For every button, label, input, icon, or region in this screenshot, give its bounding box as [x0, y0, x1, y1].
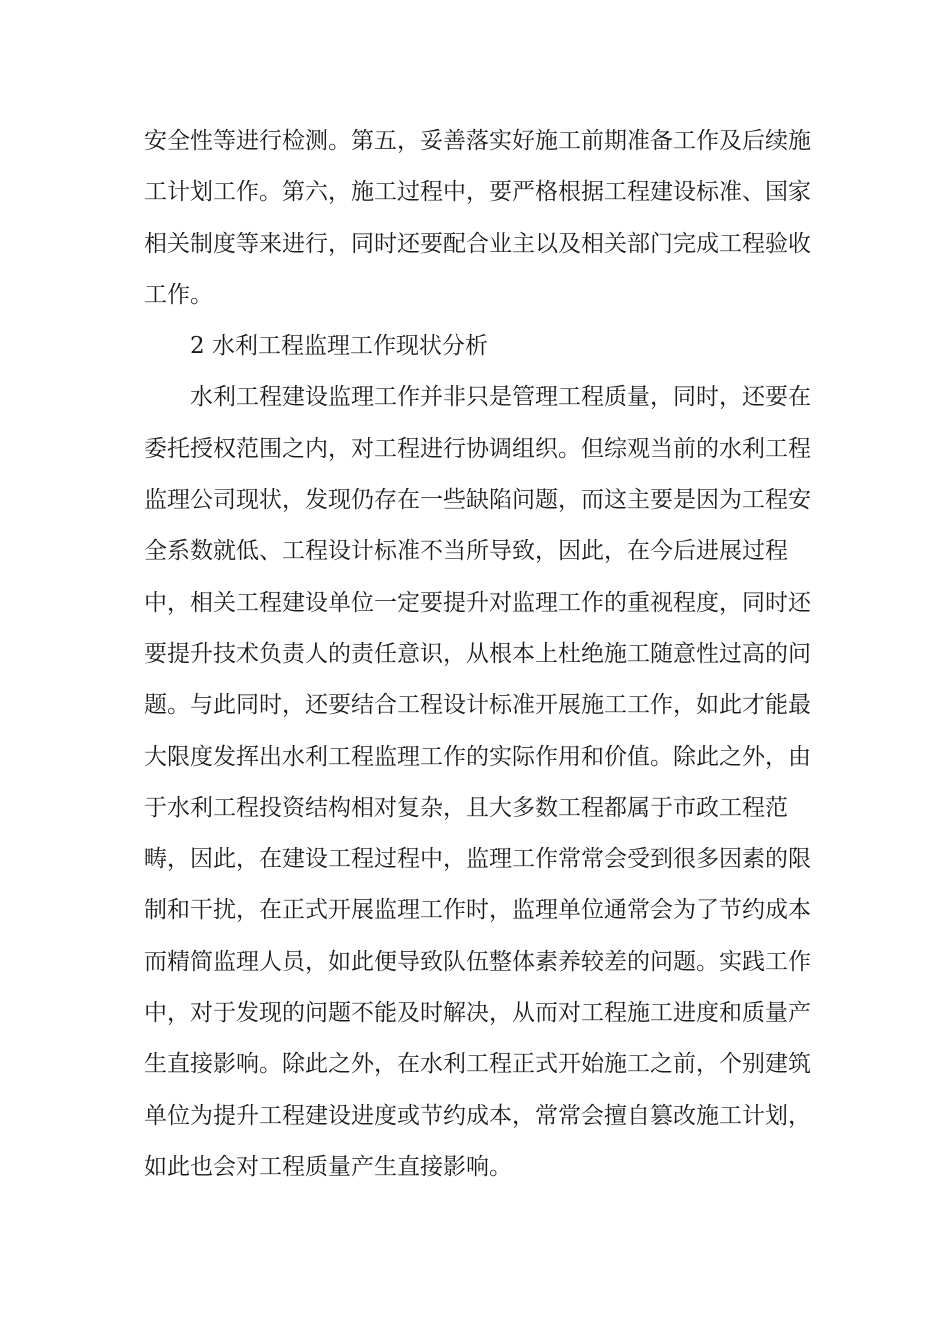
text-line: 全系数就低、工程设计标准不当所导致，因此，在今后进展过程 — [144, 538, 788, 565]
text-line: 相关制度等来进行，同时还要配合业主以及相关部门完成工程验收 — [144, 230, 811, 257]
text-line: 要提升技术负责人的责任意识，从根本上杜绝施工随意性过高的问 — [144, 640, 811, 667]
text-line: 安全性等进行检测。第五，妥善落实好施工前期准备工作及后续施 — [144, 128, 811, 154]
text-line: 畴，因此，在建设工程过程中，监理工作常常会受到很多因素的限 — [144, 846, 811, 873]
text-line: 单位为提升工程建设进度或节约成本，常常会擅自篡改施工计划， — [144, 1102, 811, 1129]
text-line: 而精简监理人员，如此便导致队伍整体素养较差的问题。实践工作 — [144, 948, 811, 975]
text-line: 监理公司现状，发现仍存在一些缺陷问题，而这主要是因为工程安 — [144, 487, 811, 514]
body-text — [144, 116, 811, 1193]
text-line: 如此也会对工程质量产生直接影响。 — [144, 1153, 512, 1180]
text-line: 工计划工作。第六，施工过程中，要严格根据工程建设标准、国家 — [144, 179, 811, 206]
text-line: 生直接影响。除此之外，在水利工程正式开始施工之前，个别建筑 — [144, 1051, 811, 1078]
text-line: 工作。 — [144, 281, 213, 308]
text-line: 中，相关工程建设单位一定要提升对监理工作的重视程度，同时还 — [144, 589, 811, 616]
text-line: 中，对于发现的问题不能及时解决，从而对工程施工进度和质量产 — [144, 1000, 811, 1027]
text-line: 水利工程建设监理工作并非只是管理工程质量，同时，还要在 — [190, 384, 811, 411]
text-line: 题。与此同时，还要结合工程设计标准开展施工工作，如此才能最 — [144, 692, 811, 719]
text-line: 于水利工程投资结构相对复杂，且大多数工程都属于市政工程范 — [144, 794, 788, 821]
text-line: 委托授权范围之内，对工程进行协调组织。但综观当前的水利工程 — [144, 435, 811, 462]
text-line: 大限度发挥出水利工程监理工作的实际作用和价值。除此之外，由 — [144, 743, 811, 770]
text-line: 制和干扰，在正式开展监理工作时，监理单位通常会为了节约成本 — [144, 897, 811, 924]
section-heading: 2 水利工程监理工作现状分析 — [190, 333, 488, 360]
